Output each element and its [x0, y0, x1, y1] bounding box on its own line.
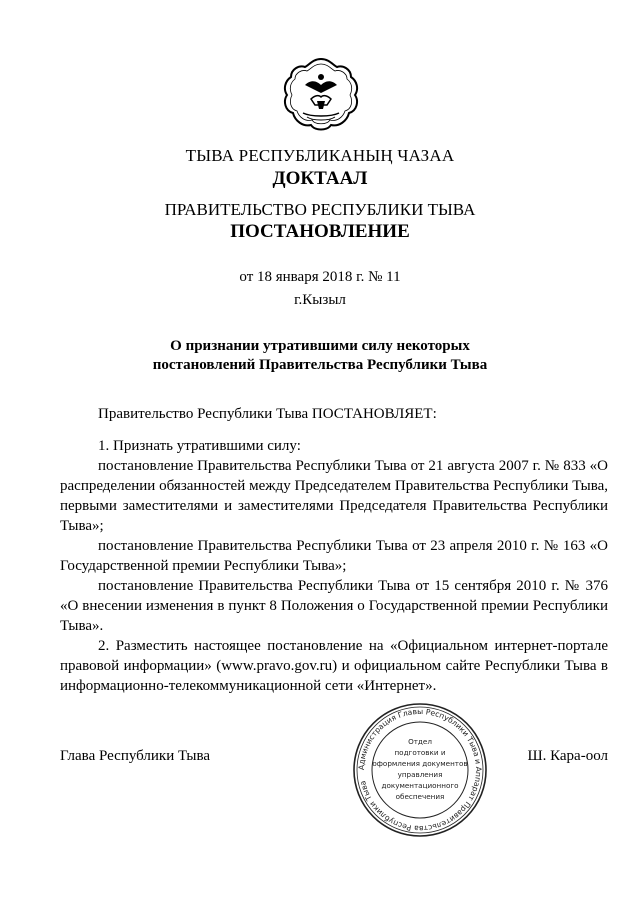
decree-city: г.Кызыл [294, 292, 346, 308]
stamp-line-3: оформления документов [372, 759, 468, 768]
signature-title: Глава Республики Тыва [60, 748, 211, 764]
signature-name: Ш. Кара-оол [527, 748, 608, 764]
decree-subject [120, 337, 520, 375]
header-tuvan-decree: ДОКТААЛ [272, 168, 368, 189]
body-intro: Правительство Республики Тыва ПОСТАНОВЛЯЕТ: [98, 406, 437, 422]
official-stamp [350, 700, 490, 840]
subject-line-1: О признании утратившими силу некоторых [170, 338, 470, 354]
republic-emblem-icon [281, 55, 361, 135]
body-item-1a: постановление Правительства Республики Тыва от 21 августа 2007 г. № 833 «О распределении обязанностей между Председателем Правительства Республики Тыва, первыми заместителями и заместителями Председателя Правительства Республики Тыва»; [60, 458, 608, 534]
stamp-line-1: Отдел [408, 737, 432, 746]
body-item-2: 2. Разместить настоящее постановление на «Официальном интернет-портале правовой информации» (www.pravo.gov.ru) и официальном сайте Республики Тыва в информационно-телекоммуникационной сети «Интернет». [60, 638, 608, 694]
stamp-ring-text: Администрация Главы Республики Тыва и Аппарат Правительства Республики Тыва [356, 706, 484, 834]
stamp-line-4: управления [397, 770, 443, 779]
stamp-line-6: обеспечения [395, 792, 445, 801]
subject-line-2: постановлений Правительства Республики Тыва [152, 357, 488, 373]
header-russian-decree: ПОСТАНОВЛЕНИЕ [230, 221, 410, 242]
decree-date-number: от 18 января 2018 г. № 11 [239, 269, 401, 285]
decree-body [60, 404, 608, 696]
header-tuvan-government: ТЫВА РЕСПУБЛИКАНЫҢ ЧАЗАА [185, 146, 455, 165]
body-item-1b: постановление Правительства Республики Тыва от 23 апреля 2010 г. № 163 «О Государственной премии Республики Тыва»; [60, 538, 608, 574]
stamp-line-5: документационного [381, 781, 459, 790]
header-russian-government: ПРАВИТЕЛЬСТВО РЕСПУБЛИКИ ТЫВА [164, 200, 476, 219]
body-item-1: 1. Признать утратившими силу: [98, 438, 301, 454]
body-item-1c: постановление Правительства Республики Тыва от 15 сентября 2010 г. № 376 «О внесении изменения в пункт 8 Положения о Государственной премии Республики Тыва». [60, 578, 608, 634]
stamp-line-2: подготовки и [394, 748, 446, 757]
